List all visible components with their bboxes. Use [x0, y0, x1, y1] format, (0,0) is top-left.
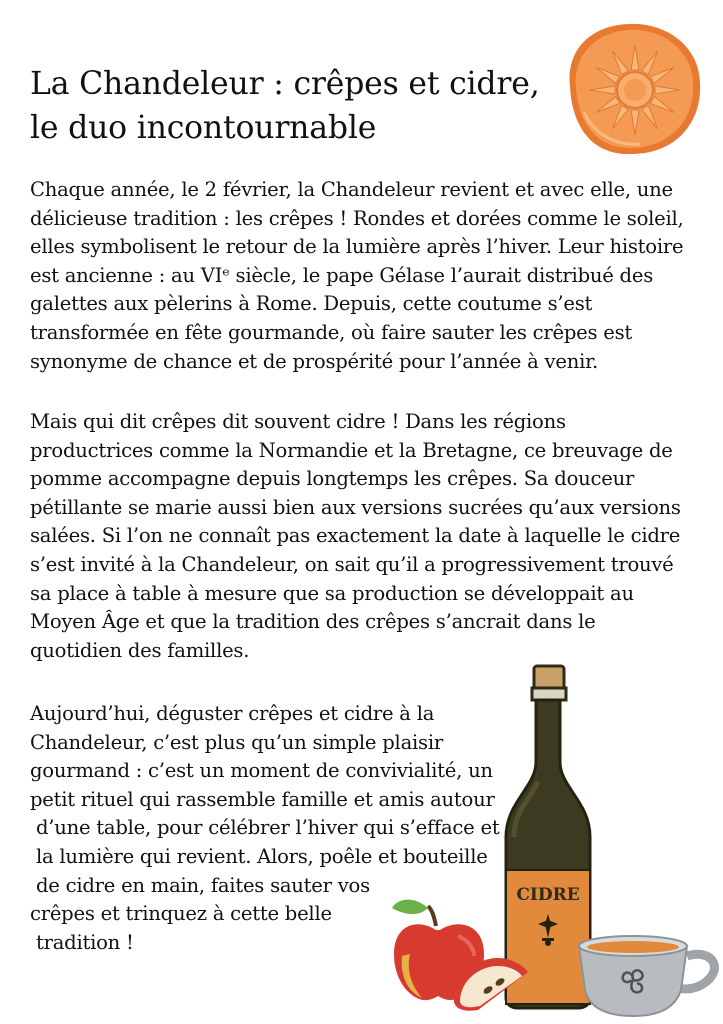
text-line: quotidien des familles. — [30, 638, 250, 662]
text-line: Aujourd’hui, déguster crêpes et cidre à la — [30, 702, 435, 725]
text-line: Mais qui dit crêpes dit souvent cidre ! Dans les régions — [30, 410, 566, 433]
text-line: tradition ! — [30, 930, 134, 954]
apple-slice-icon — [448, 952, 538, 1016]
title-line-2: le duo incontournable — [30, 110, 377, 146]
text-line: d’une table, pour célébrer l’hiver qui s’efface et — [30, 816, 500, 840]
text-line: Chaque année, le 2 février, la Chandeleur revient et avec elle, une — [30, 178, 673, 201]
text-line: gourmand : c’est un moment de convivialité, un — [30, 759, 493, 783]
paragraph-2 — [30, 408, 681, 665]
text-line: pétillante se marie aussi bien aux versions sucrées qu’aux versions — [30, 495, 681, 519]
bottle-label: CIDRE — [516, 885, 580, 905]
title-line-1: La Chandeleur : crêpes et cidre, — [30, 66, 540, 102]
text-line: délicieuse tradition : les crêpes ! Rondes et dorées comme le soleil, — [30, 206, 684, 230]
text-line: sa place à table à mesure que sa production se développait au — [30, 581, 634, 605]
text-line: Chandeleur, c’est plus qu’un simple plaisir — [30, 730, 443, 754]
text-line: salées. Si l’on ne connaît pas exactement la date à laquelle le cidre — [30, 524, 681, 548]
text-line: la lumière qui revient. Alors, poêle et bouteille — [30, 844, 488, 868]
text-line: pomme accompagne depuis longtemps les crêpes. Sa douceur — [30, 467, 635, 491]
text-line: est ancienne : au VIᵉ siècle, le pape Gélase l’aurait distribué des — [30, 263, 653, 287]
text-line: de cidre en main, faites sauter vos — [30, 873, 370, 897]
text-line: Moyen Âge et que la tradition des crêpes s’ancrait dans le — [30, 610, 596, 634]
paragraph-1 — [30, 176, 684, 376]
sun-seal-icon — [540, 12, 715, 162]
text-line: galettes aux pèlerins à Rome. Depuis, cette coutume s’est — [30, 292, 593, 316]
cider-cup-icon — [575, 922, 723, 1018]
text-line: petit rituel qui rassemble famille et amis autour — [30, 787, 495, 811]
text-line: transformée en fête gourmande, où faire sauter les crêpes est — [30, 320, 633, 344]
text-line: elles symbolisent le retour de la lumière après l’hiver. Leur histoire — [30, 235, 684, 259]
text-line: productrices comme la Normandie et la Bretagne, ce breuvage de — [30, 438, 673, 462]
page-title — [30, 62, 550, 150]
text-line: s’est invité à la Chandeleur, on sait qu’il a progressivement trouvé — [30, 552, 674, 576]
text-line: synonyme de chance et de prospérité pour l’année à venir. — [30, 349, 599, 373]
text-line: crêpes et trinquez à cette belle — [30, 902, 332, 926]
